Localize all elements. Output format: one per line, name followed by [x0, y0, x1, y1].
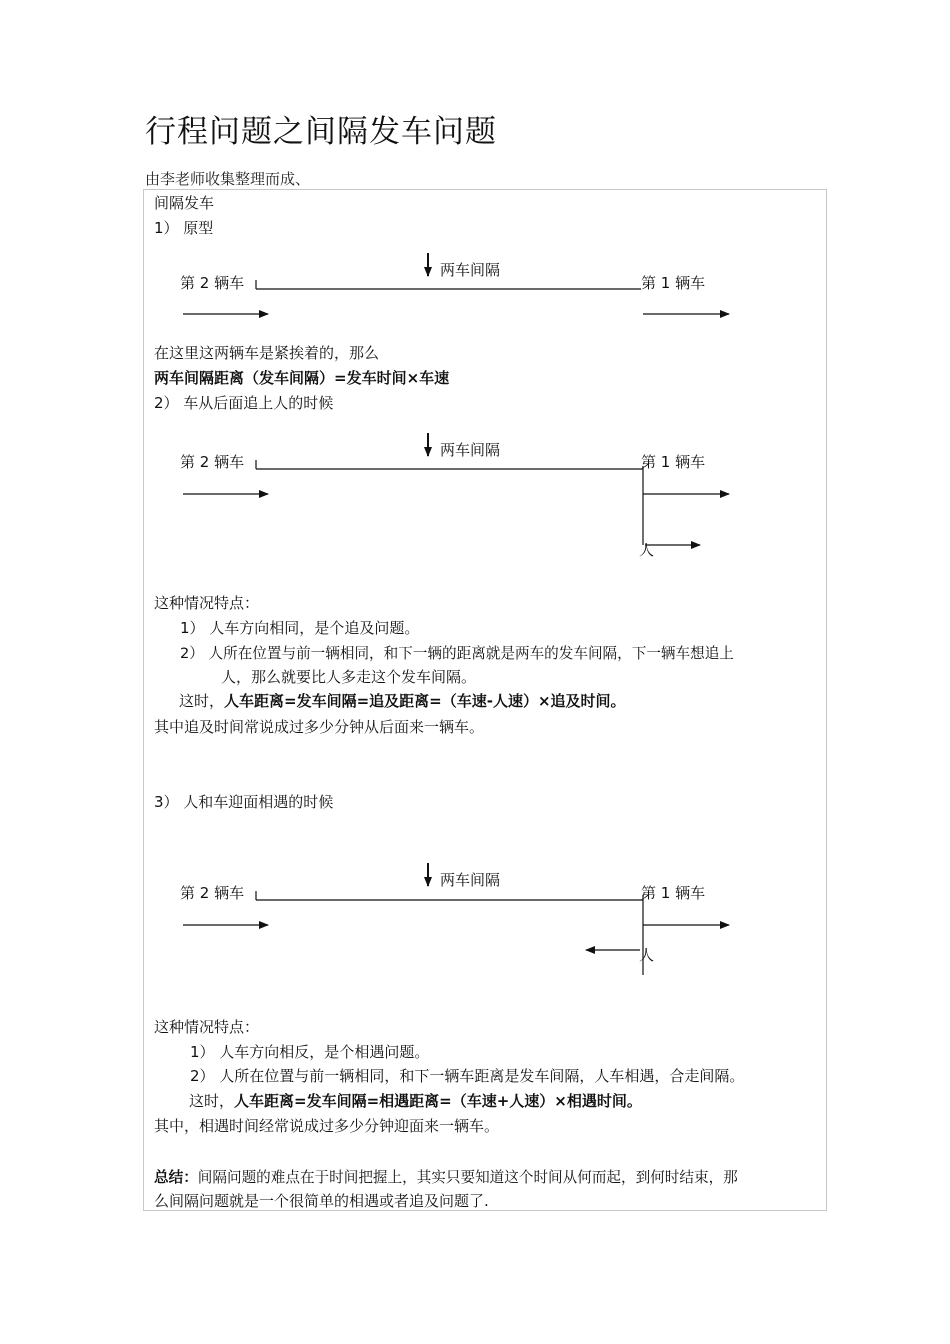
section3-formula: 人车距离=发车间隔=相遇距离=（车速+人速）×相遇时间。	[234, 1092, 642, 1110]
section1-title: 1） 原型	[154, 219, 214, 237]
document-subtitle: 由李老师收集整理而成、	[145, 170, 311, 188]
section2-point2-line2: 人，那么就要比人多走这个发车间隔。	[221, 668, 477, 686]
section3-point2: 2） 人所在位置与前一辆相同，和下一辆车距离是发车间隔，人车相遇，合走间隔。	[190, 1067, 745, 1085]
summary-label: 总结：	[154, 1169, 198, 1186]
section3-point1: 1） 人车方向相反，是个相遇问题。	[190, 1043, 430, 1061]
section2-formula: 人车距离=发车间隔=追及距离=（车速-人速）×追及时间。	[224, 692, 626, 710]
car1-label: 第 1 辆车	[641, 453, 706, 471]
section3-note: 其中，相遇时间经常说成过多少分钟迎面来一辆车。	[154, 1117, 500, 1135]
section2-point2-line1: 2） 人所在位置与前一辆相同，和下一辆的距离就是两车的发车间隔，下一辆车想追上	[180, 645, 734, 662]
section-heading: 间隔发车	[154, 194, 215, 212]
person-label: 人	[639, 946, 655, 964]
section2-title: 2） 车从后面追上人的时候	[154, 394, 334, 412]
gap-label: 两车间隔	[440, 261, 501, 279]
person-label: 人	[639, 541, 655, 559]
section1-note: 在这里这两辆车是紧挨着的，那么	[154, 344, 380, 362]
gap-label: 两车间隔	[440, 871, 501, 889]
car1-label: 第 1 辆车	[641, 884, 706, 902]
car2-label: 第 2 辆车	[180, 453, 245, 471]
section3-features-title: 这种情况特点：	[154, 1018, 260, 1036]
section2-features-title: 这种情况特点：	[154, 594, 260, 612]
section2-point1: 1） 人车方向相同，是个追及问题。	[180, 619, 420, 637]
diagram-catch-up	[180, 433, 729, 559]
diagram-prototype	[180, 253, 729, 314]
summary-line1	[154, 1166, 738, 1187]
section2-formula-line	[179, 690, 626, 711]
car2-label: 第 2 辆车	[180, 884, 245, 902]
diagram-meeting	[180, 863, 729, 975]
summary-text-1: 间隔问题的难点在于时间把握上，其实只要知道这个时间从何而起，到何时结束，那	[197, 1169, 738, 1186]
car1-label: 第 1 辆车	[641, 274, 706, 292]
section3-formula-line	[189, 1090, 642, 1111]
formula-prefix: 这时，	[179, 692, 225, 710]
summary-line2: 么间隔问题就是一个很简单的相遇或者追及问题了.	[154, 1192, 489, 1210]
gap-label: 两车间隔	[440, 441, 501, 459]
car2-label: 第 2 辆车	[180, 274, 245, 292]
section3-title: 3） 人和车迎面相遇的时候	[154, 793, 334, 811]
section2-note: 其中追及时间常说成过多少分钟从后面来一辆车。	[154, 718, 485, 736]
document-title: 行程问题之间隔发车问题	[145, 114, 497, 150]
section1-formula: 两车间隔距离（发车间隔）=发车时间×车速	[154, 369, 450, 387]
formula-prefix: 这时，	[189, 1092, 235, 1110]
